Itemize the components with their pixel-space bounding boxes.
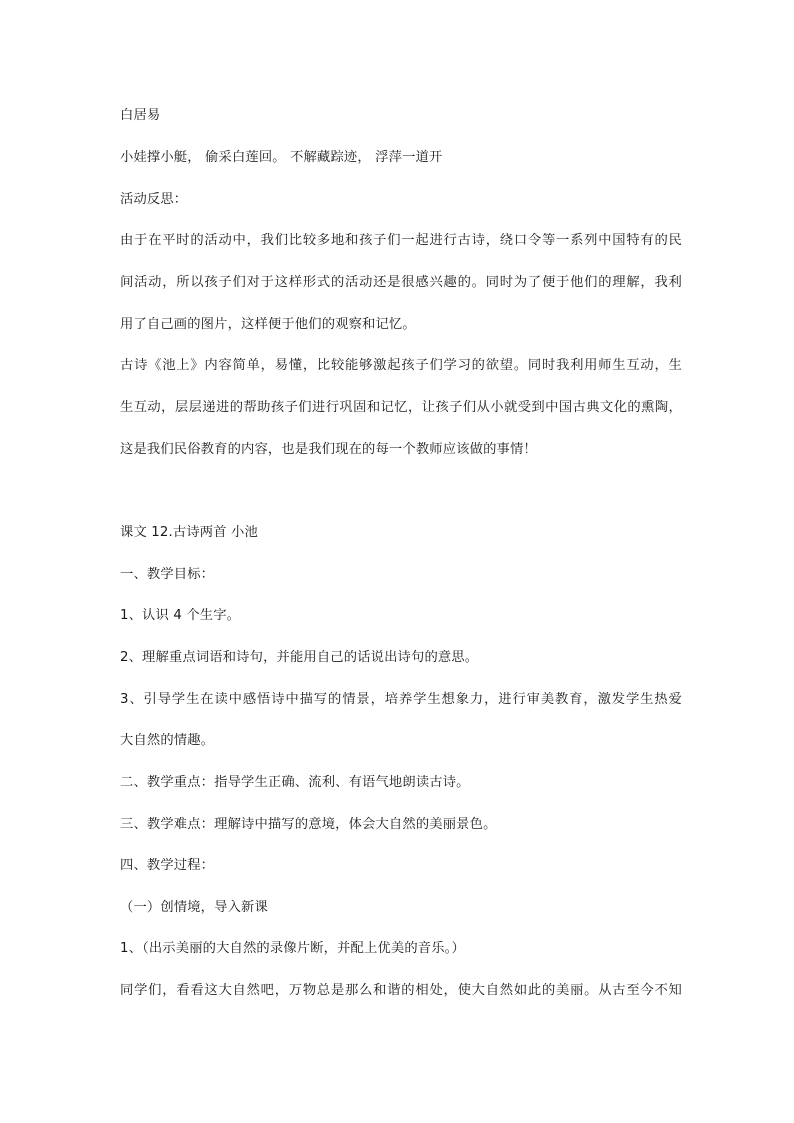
goal-1: 1、认识 4 个生字。 [120,608,241,623]
goals-heading: 一、教学目标： [120,567,215,582]
step-1-heading: （一）创情境，导入新课 [120,900,268,915]
goal-3-line-2: 大自然的情趣。 [120,733,215,748]
reflection-p2-line-1: 古诗《池上》内容简单，易懂，比较能够激起孩子们学习的欲望。同时我利用师生互动，生 [120,358,682,373]
reflection-p2-line-3: 这是我们民俗教育的内容，也是我们现在的每一个教师应该做的事情！ [120,442,537,457]
reflection-p1-line-1: 由于在平时的活动中，我们比较多地和孩子们一起进行古诗，绕口令等一系列中国特有的民 [120,233,682,248]
process-heading: 四、教学过程： [120,858,215,873]
step-1-item: 1、（出示美丽的大自然的录像片断，并配上优美的音乐。） [120,941,465,956]
difficulty: 三、教学难点：理解诗中描写的意境，体会大自然的美丽景色。 [120,817,497,832]
goal-2: 2、理解重点词语和诗句，并能用自己的话说出诗句的意思。 [120,650,479,665]
lesson-title: 课文 12.古诗两首 小池 [120,525,258,540]
key-point: 二、教学重点：指导学生正确、流利、有语气地朗读古诗。 [120,775,470,790]
reflection-p1-line-2: 间活动，所以孩子们对于这样形式的活动还是很感兴趣的。同时为了便于他们的理解，我利 [120,275,682,290]
goal-3-line-1: 3、引导学生在读中感悟诗中描写的情景，培养学生想象力，进行审美教育，激发学生热爱 [120,692,682,707]
reflection-p1-line-3: 用了自己画的图片，这样便于他们的观察和记忆。 [120,317,416,332]
reflection-p2-line-2: 生互动，层层递进的帮助孩子们进行巩固和记忆，让孩子们从小就受到中国古典文化的熏陶， [120,400,682,415]
step-1-text: 同学们，看看这大自然吧，万物总是那么和谐的相处，使大自然如此的美丽。从古至今不知 [120,983,682,998]
poem-author: 白居易 [120,108,161,123]
poem-line: 小娃撑小艇， 偷采白莲回。 不解藏踪迹， 浮萍一道开 [120,150,443,165]
reflection-heading: 活动反思： [120,192,188,207]
